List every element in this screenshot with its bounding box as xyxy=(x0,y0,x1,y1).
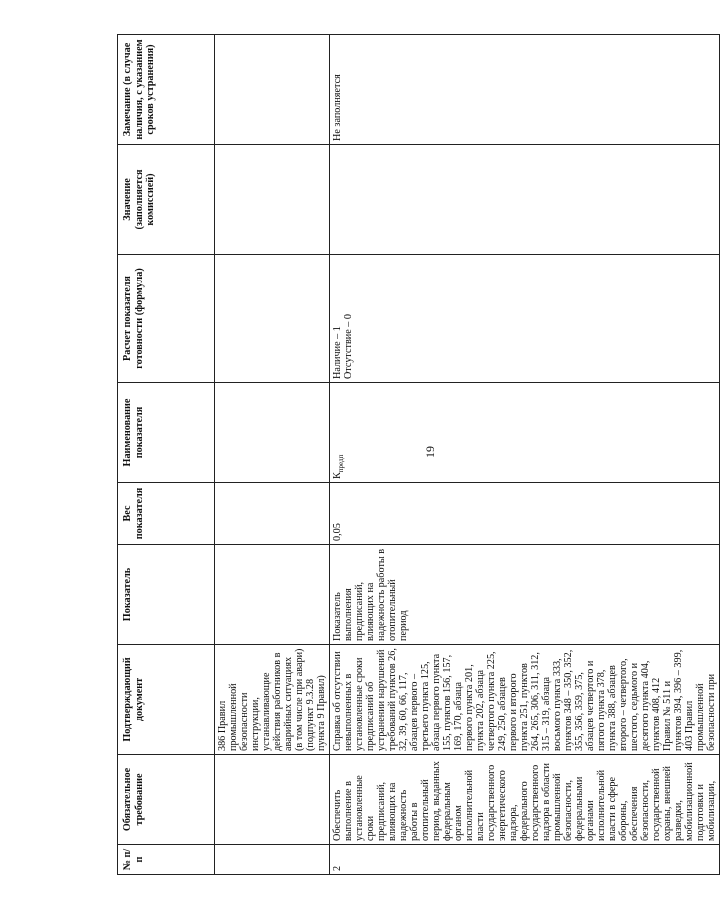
header-requirement: Обязательное требование xyxy=(118,755,215,845)
rotated-page xyxy=(117,35,717,875)
table-row xyxy=(330,35,720,875)
table-row xyxy=(215,35,330,875)
row2-name xyxy=(330,383,720,483)
page-number: 19 xyxy=(423,446,437,458)
row2-remark: Не заполняется xyxy=(330,35,720,145)
header-name: Наименование показателя xyxy=(118,383,215,483)
row2-document: Справка об отсутствии невыполненных в установленные сроки предписаний об устранении нарушений требований пунктов 26, 32, 39, 60, 66, 117, абзацев первого – третьего пункта 125, абзаца первого пункта 155, пунктов 156, 157, 169, 170, абзаца первого пункта 201, пункта 202, абзаца четвертого пункта 225, 249, 250, абзацев первого и второго пункта 251, пунктов 264, 265, 306, 311, 312, 315 – 319, абзаца восьмого пункта 333, пунктов 348 – 350, 352, 355, 356, 359, 375, абзацев четвертого и пятого пункта 378, пункта 388, абзацев второго – четвертого, шестого, седьмого и десятого пункта 404, пунктов 408, 412 Правил № 511 и пунктов 394, 396 – 399, 403 Правил промышленной безопасности при xyxy=(330,645,720,755)
readiness-table xyxy=(117,34,720,875)
row2-weight: 0,05 xyxy=(330,483,720,545)
header-num: № п/п xyxy=(118,845,215,875)
header-indicator: Показатель xyxy=(118,545,215,645)
header-remark: Замечание (в случае наличия, с указанием сроков устранения) xyxy=(118,35,215,145)
row2-name-main: К xyxy=(332,472,343,479)
row2-num: 2 xyxy=(330,845,720,875)
cont-document: 386 Правил промышленной безопасности инструкции, устанавливающие действия работников в аварийных ситуациях (в том числе при авари) (подпункт 9.3.28 пункта 9 Правил) xyxy=(215,645,330,755)
row2-indicator: Показатель выполнения предписаний, влияющих на надежность работы в отопительный период xyxy=(330,545,720,645)
row2-calc: Наличие – 1 Отсутствие – 0 xyxy=(330,255,720,383)
header-weight: Вес показателя xyxy=(118,483,215,545)
table-header-row xyxy=(118,35,215,875)
header-calc: Расчет показателя готовности (формула) xyxy=(118,255,215,383)
row2-value xyxy=(330,145,720,255)
row2-requirement: Обеспечить выполнение в установленные сроки предписаний, влияющих на надежность работы в отопительный период, выданных федеральным органом исполнительной власти государственного энергетического надзора, федерального государственного надзора в области промышленной безопасности, федеральными органами исполнительной власти в сфере обороны, обеспечения безопасности, государственной охраны, внешней разведки, мобилизационной подготовки и мобилизации, xyxy=(330,755,720,845)
row2-name-sub: предп xyxy=(337,454,346,473)
header-document: Подтверждающий документ xyxy=(118,645,215,755)
header-value: Значение (заполняется комиссией) xyxy=(118,145,215,255)
